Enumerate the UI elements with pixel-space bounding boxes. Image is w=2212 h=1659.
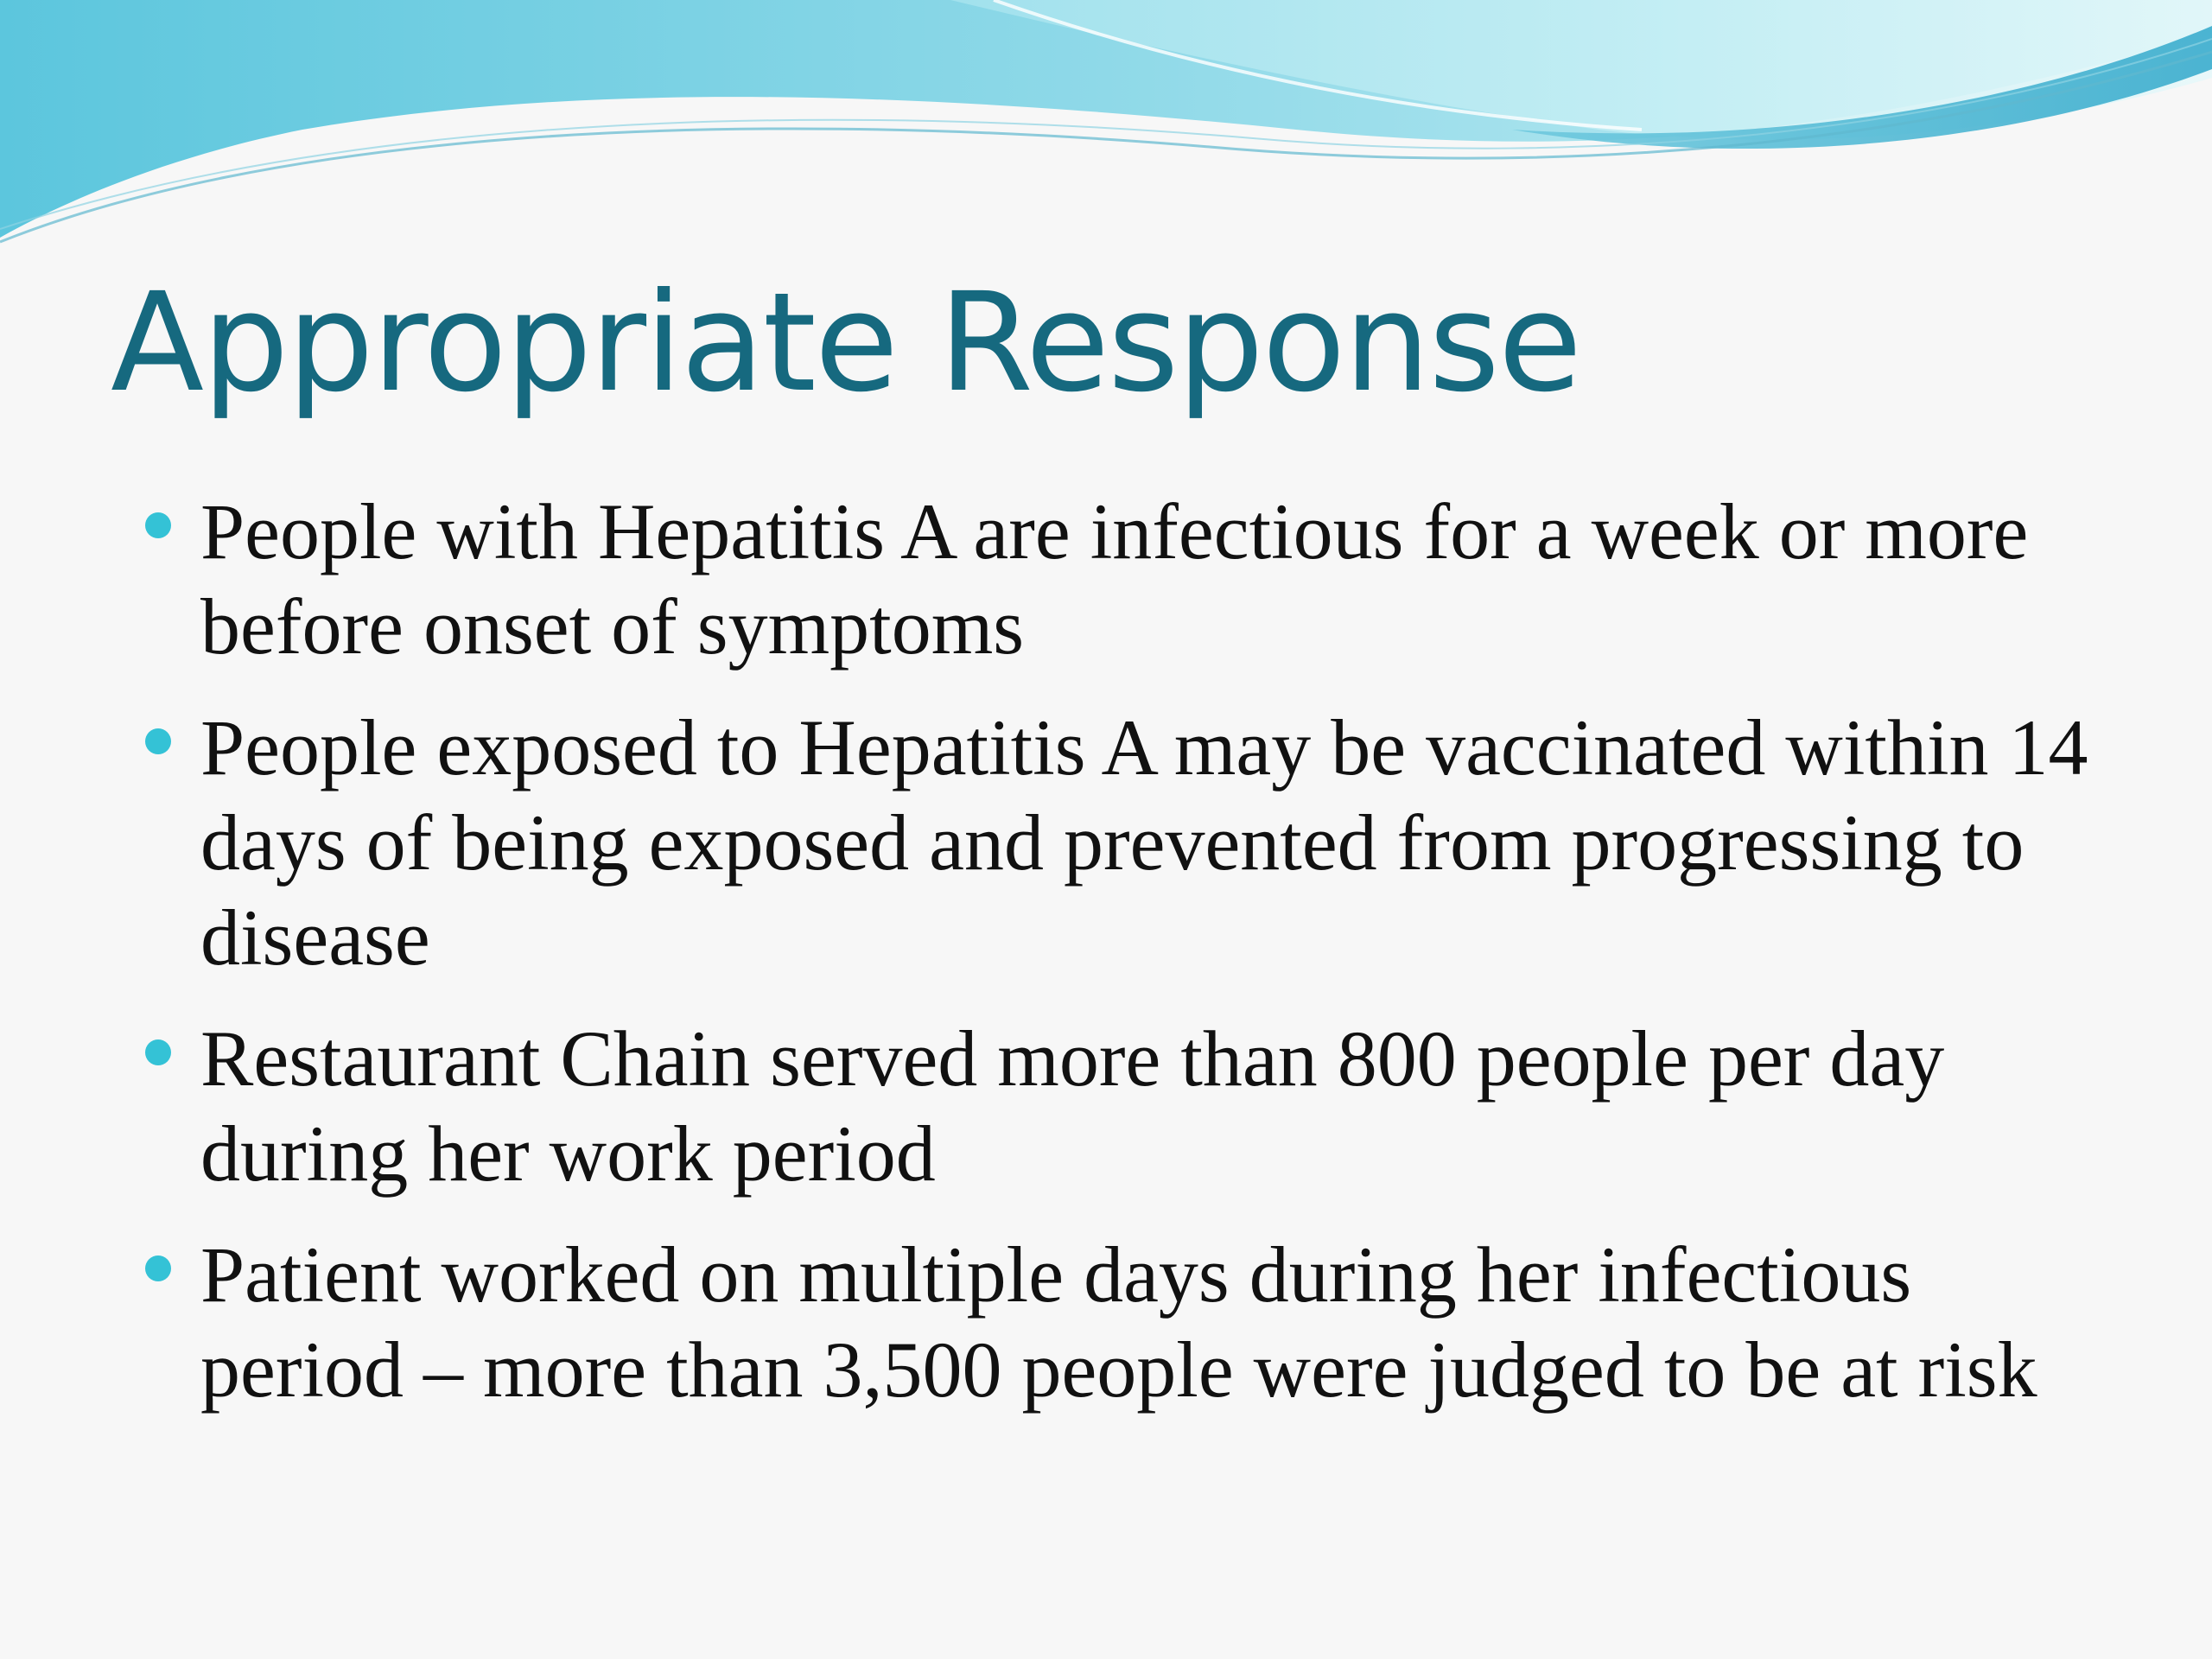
bullet-text: People exposed to Hepatitis A may be vaccinated within 14 days of being exposed and prevented from progressing to disease	[200, 703, 2088, 982]
bullet-dot-icon	[145, 512, 171, 538]
slide-title: Appropriate Response	[111, 264, 1581, 423]
header-wave-decoration	[0, 0, 2212, 285]
bullet-dot-icon	[145, 728, 171, 754]
bullet-list	[138, 484, 2091, 1443]
list-item	[138, 1227, 2091, 1417]
bullet-text: Restaurant Chain served more than 800 people per day during her work period	[200, 1014, 1945, 1198]
bullet-text: People with Hepatitis A are infectious for a week or more before onset of symptoms	[200, 487, 2029, 671]
list-item	[138, 484, 2091, 674]
bullet-dot-icon	[145, 1255, 171, 1281]
list-item	[138, 1011, 2091, 1201]
list-item	[138, 700, 2091, 985]
bullet-text: Patient worked on multiple days during her infectious period – more than 3,500 people were judged to be at risk	[200, 1230, 2037, 1414]
bullet-dot-icon	[145, 1039, 171, 1065]
